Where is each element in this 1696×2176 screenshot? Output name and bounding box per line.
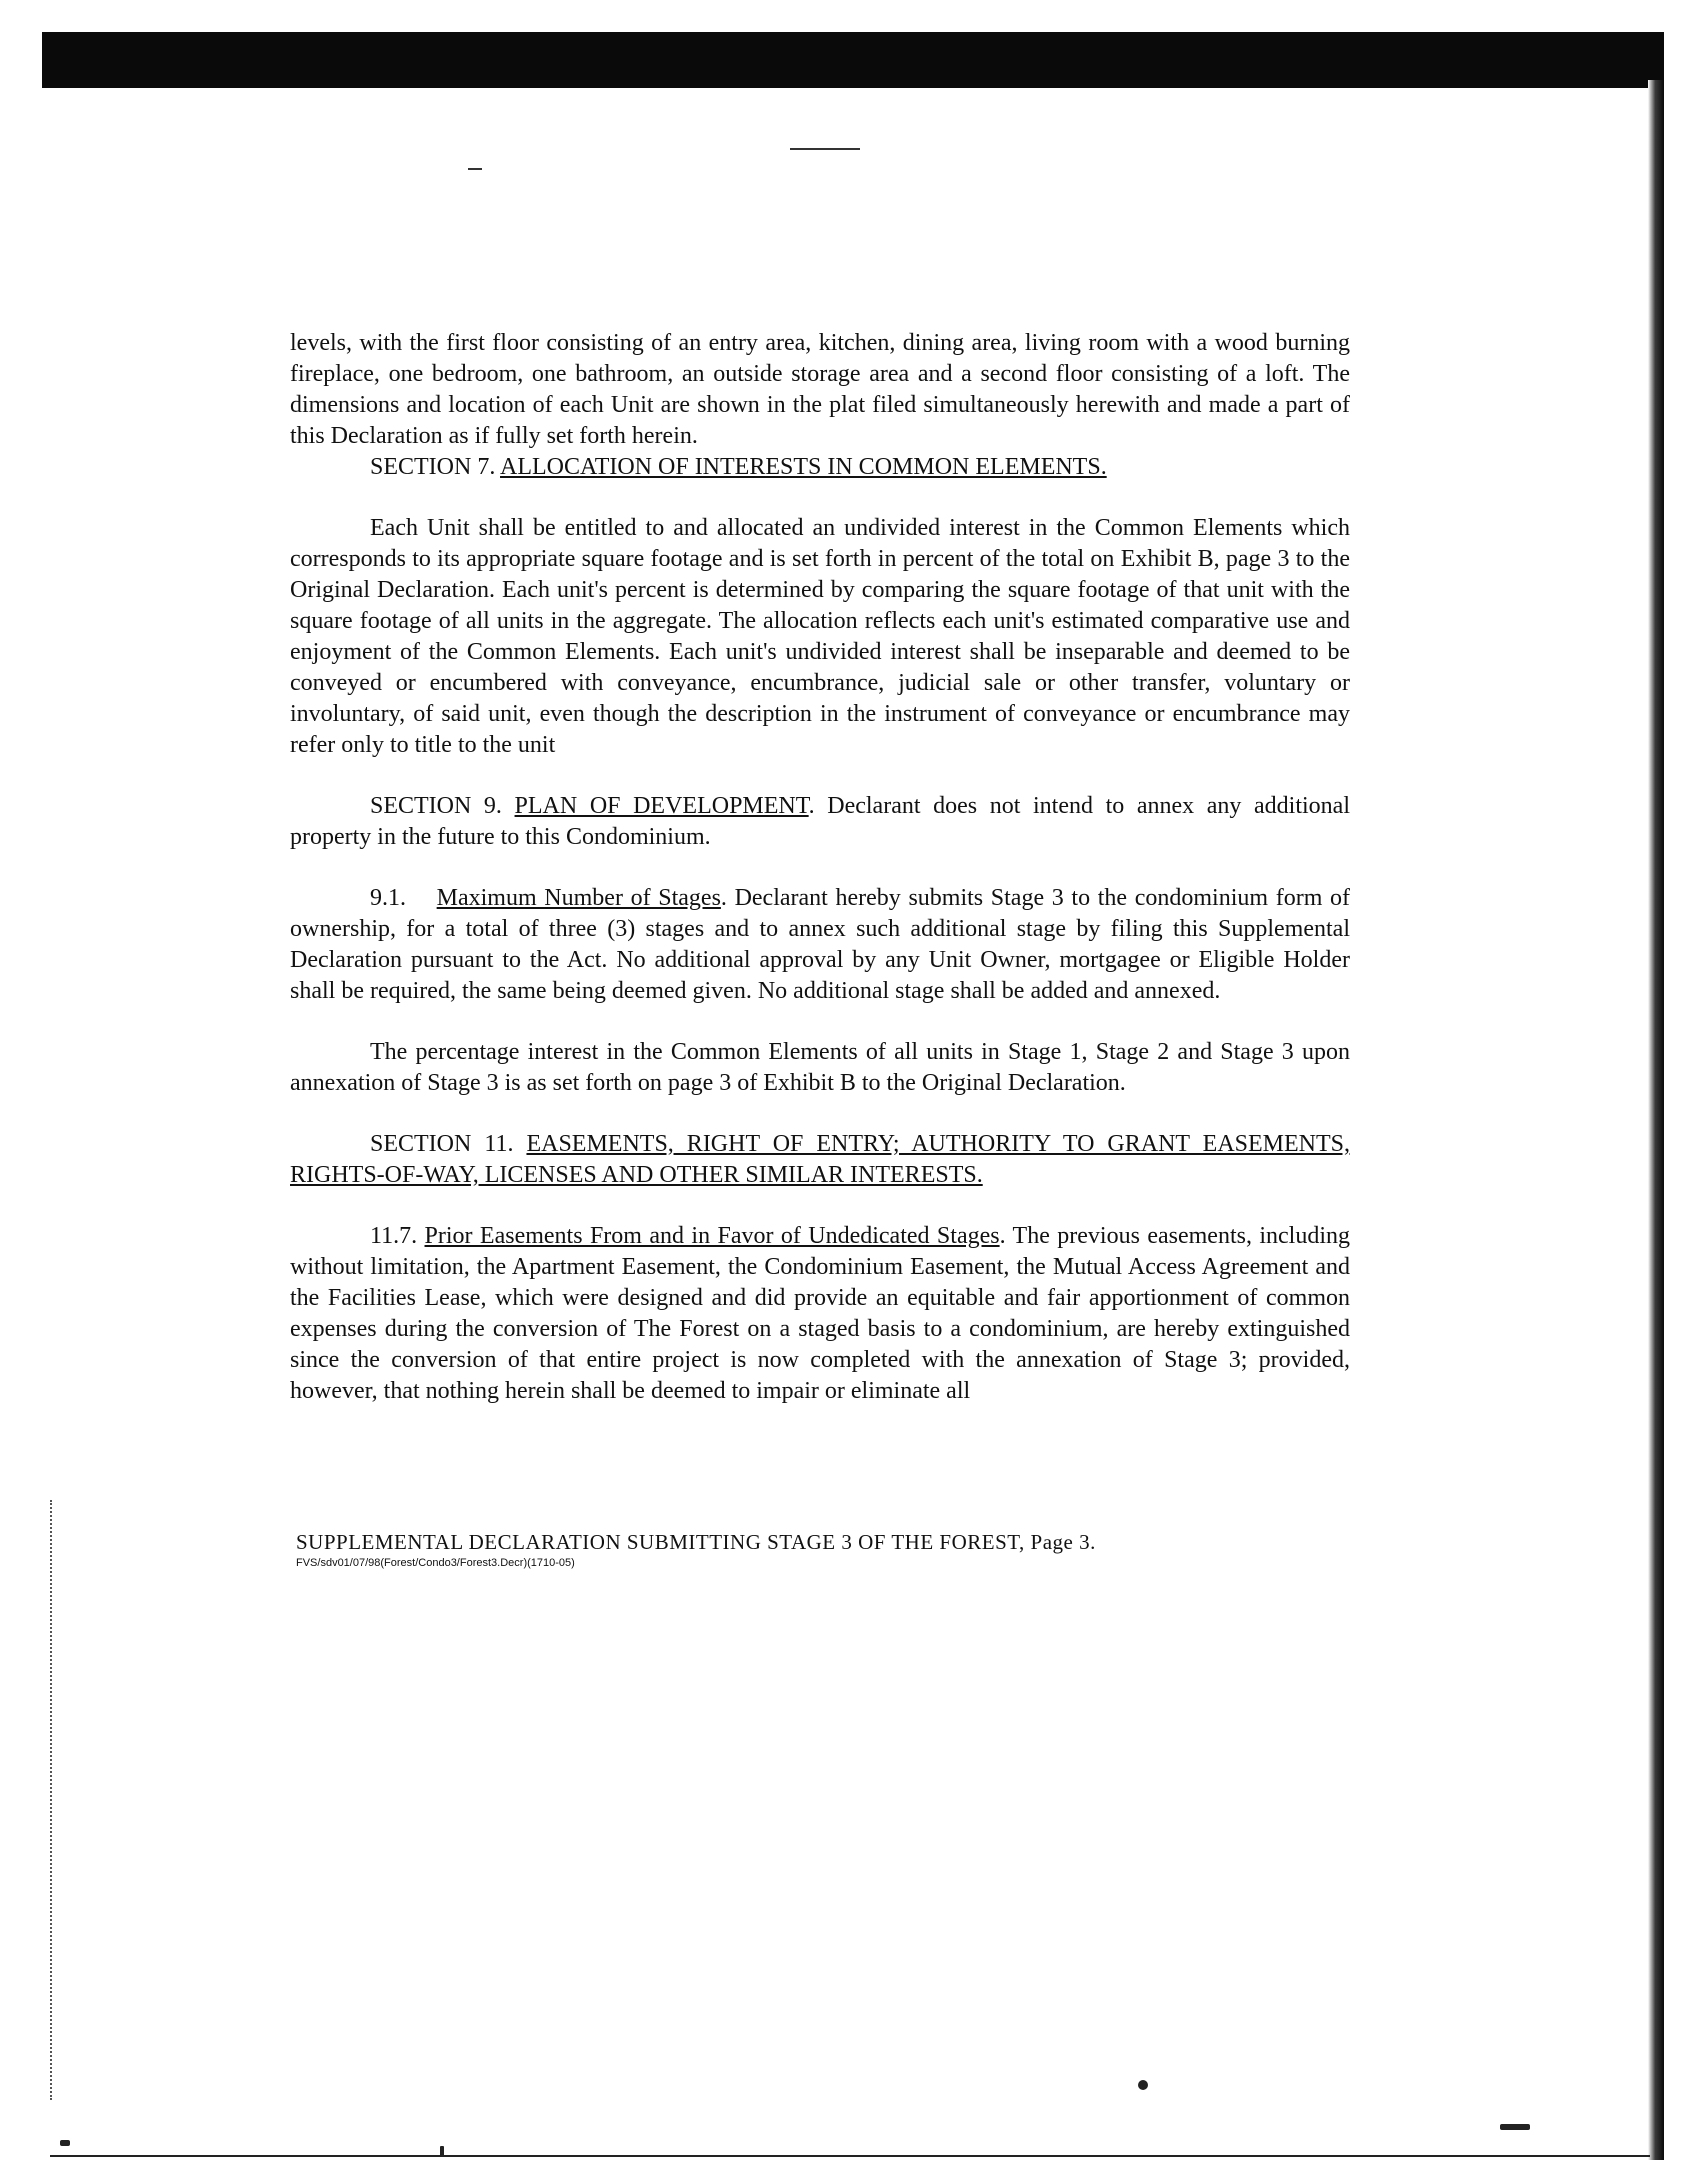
intro-paragraph: levels, with the first floor consisting of an entry area, kitchen, dining area, living room with a wood burning fireplace, one bedroom, one bathroom, an outside storage area and a second floor consisting of a loft. The dimensions and location of each Unit are shown in the plat filed simultaneously herewith and made a part of this Declaration as if fully set forth herein. <box>290 330 1350 449</box>
footer-title: SUPPLEMENTAL DECLARATION SUBMITTING STAGE 3 OF THE FOREST, Page 3. <box>296 1530 1096 1554</box>
scan-artifact <box>1500 2124 1530 2130</box>
scan-artifact <box>790 148 860 150</box>
section-9-1-paragraph <box>290 883 1350 1007</box>
section-9-paragraph <box>290 791 1350 853</box>
page-footer <box>296 1530 1356 1569</box>
section-9-1-body: . Declarant hereby submits Stage 3 to the condominium form of ownership, for a total of three (3) stages and to annex such additional stage by filing this Supplemental Declaration pursuant to the Act. No additional approval by any Unit Owner, mortgagee or Eligible Holder shall be required, the same being deemed given. No additional stage shall be added and annexed. <box>290 885 1351 1004</box>
section-9-body: . Declarant does not intend to annex any additional property in the future to this Condominium. <box>290 793 1350 850</box>
scan-artifact <box>60 2140 70 2146</box>
section-7-body: Each Unit shall be entitled to and allocated an undivided interest in the Common Elements which corresponds to its appropriate square footage and is set forth in percent of the total on Exhibit B, page 3 to the Original Declaration. Each unit's percent is determined by comparing the square footage of that unit with the square footage of all units in the aggregate. The allocation reflects each unit's estimated comparative use and enjoyment of the Common Elements. Each unit's undivided interest shall be inseparable and deemed to be conveyed or encumbered with conveyance, encumbrance, judicial sale or other transfer, voluntary or involuntary, of said unit, even though the description in the instrument of conveyance or encumbrance may refer only to title to the unit <box>290 515 1350 758</box>
percentage-paragraph: The percentage interest in the Common Elements of all units in Stage 1, Stage 2 and Stage 3 upon annexation of Stage 3 is as set forth on page 3 of Exhibit B to the Original Declaration. <box>290 1039 1350 1096</box>
section-11-title: EASEMENTS, RIGHT OF ENTRY; AUTHORITY TO GRANT EASEMENTS, RIGHTS-OF-WAY, LICENSES AND OTHER SIMILAR INTERESTS. <box>290 1131 1350 1188</box>
section-7-heading <box>290 452 1350 483</box>
scan-artifact <box>468 168 482 170</box>
section-7-title: ALLOCATION OF INTERESTS IN COMMON ELEMENTS. <box>500 454 1107 480</box>
section-9-1-number: 9.1. <box>370 885 406 911</box>
document-body <box>290 328 1350 1407</box>
section-9-title: PLAN OF DEVELOPMENT <box>514 793 809 819</box>
section-11-7-number: 11.7. <box>370 1223 418 1249</box>
scan-top-border <box>42 32 1664 88</box>
scan-artifact <box>440 2146 444 2156</box>
section-7-number: SECTION 7. <box>370 454 496 480</box>
footer-file-code: FVS/sdv01/07/98(Forest/Condo3/Forest3.Decr)(1710-05) <box>296 1557 575 1569</box>
section-9-number: SECTION 9. <box>370 793 502 819</box>
scan-left-edge-marks <box>50 1500 58 2100</box>
section-11-7-title: Prior Easements From and in Favor of Undedicated Stages <box>424 1223 1000 1249</box>
section-9-1-title: Maximum Number of Stages <box>436 885 721 911</box>
section-11-7-paragraph <box>290 1221 1350 1407</box>
scan-right-border <box>1648 80 1664 2160</box>
scan-bottom-rule <box>50 2155 1650 2157</box>
section-11-number: SECTION 11. <box>370 1131 514 1157</box>
section-11-7-body: . The previous easements, including without limitation, the Apartment Easement, the Condominium Easement, the Mutual Access Agreement and the Facilities Lease, which were designed and did provide an equitable and fair apportionment of common expenses during the conversion of The Forest on a staged basis to a condominium, are hereby extinguished since the conversion of that entire project is now completed with the annexation of Stage 3; provided, however, that nothing herein shall be deemed to impair or eliminate all <box>290 1223 1351 1404</box>
section-11-heading <box>290 1129 1350 1191</box>
scan-artifact <box>1138 2080 1148 2090</box>
